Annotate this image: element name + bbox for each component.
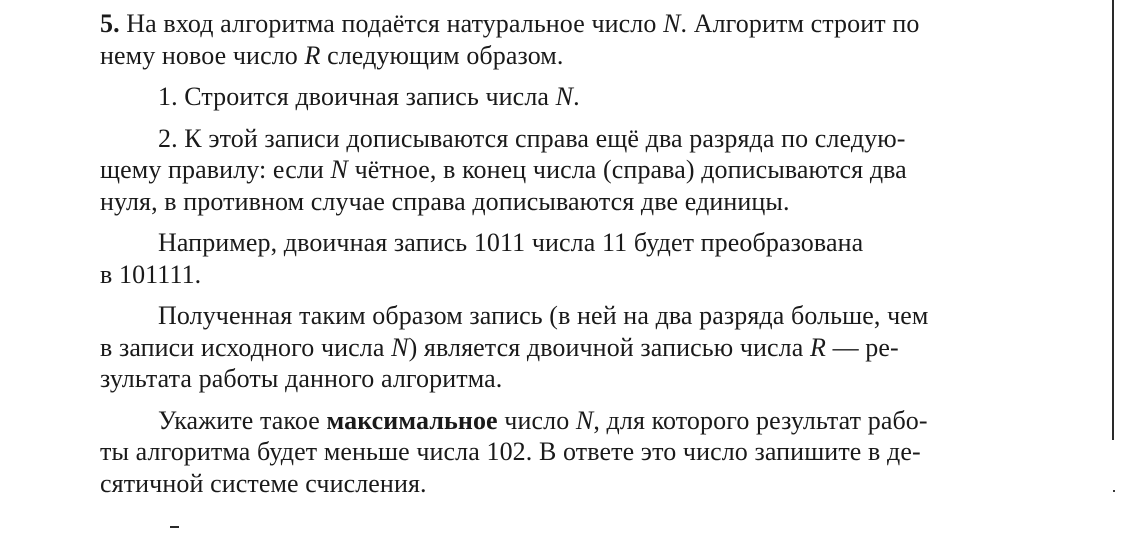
statement-line-2	[100, 40, 1080, 72]
example-line-2: в 101111.	[100, 259, 202, 289]
example	[100, 227, 1080, 290]
example-line-1: Например, двоичная запись 1011 числа 11 будет преобразована	[158, 228, 864, 257]
question-line-2: ты алгоритма будет меньше числа 102. В ответе это число запишите в де-	[100, 437, 921, 466]
step-1-text: 1. Строится двоичная запись числа	[158, 82, 556, 111]
question-text-c: , для которого результат рабо-	[593, 405, 928, 435]
variable-r: R	[304, 40, 321, 70]
step-2-line-2	[100, 154, 1080, 186]
step-1	[100, 81, 1080, 113]
scan-dash-mark	[170, 526, 179, 528]
problem-text	[100, 8, 1080, 509]
emphasis-maximal: максимальное	[326, 405, 498, 435]
variable-r: R	[809, 332, 826, 362]
result-text-a: в записи исходного числа	[100, 332, 392, 362]
result-line-2	[100, 332, 1080, 364]
task-question	[100, 405, 1080, 500]
step-2-line-1: 2. К этой записи дописываются справа ещё два разряда по следую-	[158, 123, 906, 153]
statement-line-1	[100, 8, 1080, 40]
statement-text-2: . Алгоритм строит по	[680, 9, 920, 38]
step-2-text-a: щему правилу: если	[100, 155, 331, 184]
problem-statement	[100, 8, 1080, 71]
result-text-b: ) является двоичной записью числа	[408, 332, 810, 362]
scan-speck	[1113, 490, 1115, 492]
variable-n: N	[555, 82, 574, 111]
step-2	[100, 123, 1080, 218]
variable-n: N	[330, 155, 348, 184]
variable-n: N	[575, 405, 594, 435]
question-line-3: сятичной системе счисления.	[100, 468, 427, 498]
result-text-c: — ре-	[825, 332, 899, 362]
statement-text-3: нему новое число	[100, 40, 305, 70]
question-text-b: число	[497, 405, 576, 435]
variable-n: N	[391, 332, 409, 362]
step-1-end: .	[573, 82, 580, 111]
result-line-3: зультата работы данного алгоритма.	[100, 364, 503, 393]
variable-n: N	[663, 9, 681, 38]
step-2-text-b: чётное, в конец числа (справа) дописываются два	[347, 155, 907, 184]
scan-edge-line	[1112, 0, 1114, 440]
step-2-line-3: нуля, в противном случае справа дописываются две единицы.	[100, 186, 790, 216]
statement-text-1: На вход алгоритма подаётся натуральное число	[119, 9, 664, 38]
question-text-a: Укажите такое	[158, 405, 327, 435]
question-line-1	[100, 405, 1080, 437]
result-description	[100, 300, 1080, 395]
result-line-1: Полученная таким образом запись (в ней на два разряда больше, чем	[158, 301, 929, 330]
statement-text-4: следующим образом.	[320, 40, 564, 70]
problem-number: 5.	[100, 9, 120, 38]
